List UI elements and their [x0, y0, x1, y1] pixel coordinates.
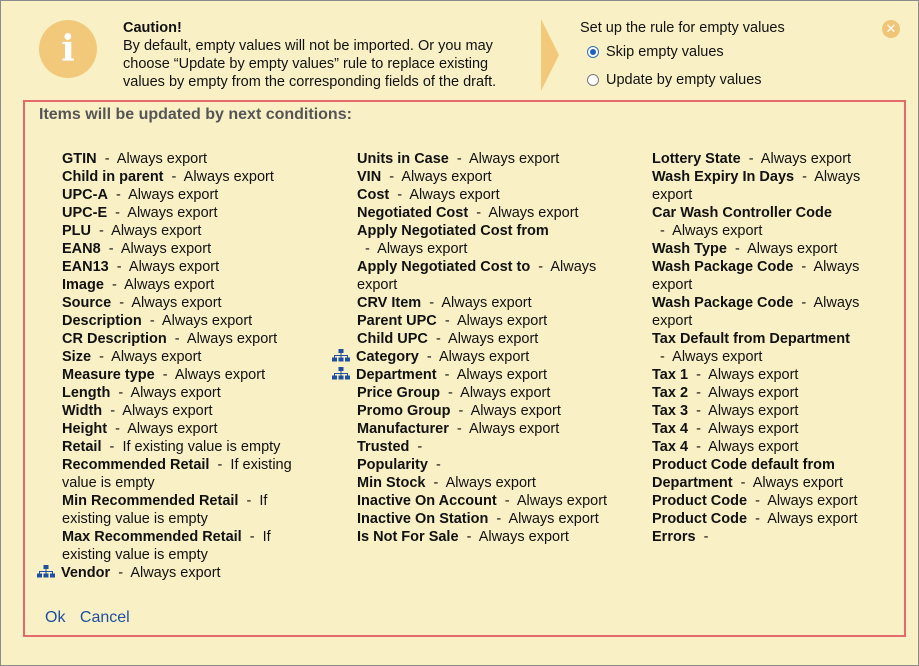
condition-item — [37, 456, 319, 492]
condition-rule: Always export — [767, 511, 858, 527]
condition-separator: - — [688, 385, 709, 401]
condition-field-name: Min Recommended Retail — [62, 493, 239, 509]
condition-item — [627, 150, 891, 168]
conditions-panel — [23, 100, 906, 637]
condition-separator: - — [421, 295, 442, 311]
condition-separator: - — [747, 493, 768, 509]
condition-field-name: Wash Expiry In Days — [652, 169, 795, 185]
condition-separator: - — [458, 529, 479, 545]
condition-field-name: Product Code — [652, 493, 748, 509]
condition-rule: Always export — [128, 259, 220, 275]
arrow-right-icon — [541, 19, 559, 91]
condition-item — [37, 366, 319, 384]
condition-separator: - — [418, 349, 440, 365]
condition-separator: - — [688, 403, 709, 419]
condition-item — [627, 204, 891, 240]
radio-skip-empty[interactable] — [580, 38, 860, 66]
condition-field-name: Parent UPC — [357, 313, 437, 329]
panel-title: Items will be updated by next conditions: — [39, 106, 352, 123]
condition-separator: - — [530, 259, 551, 275]
hierarchy-icon — [332, 349, 350, 362]
condition-rule: Always export — [470, 403, 561, 419]
condition-separator: - — [427, 331, 449, 347]
condition-item — [332, 384, 614, 402]
condition-item — [332, 294, 614, 312]
hierarchy-icon — [37, 565, 55, 578]
conditions-column-3 — [627, 150, 891, 546]
condition-item — [332, 168, 614, 186]
condition-item — [332, 258, 614, 294]
condition-separator: - — [450, 403, 471, 419]
condition-field-name: Product Code default from Department — [652, 457, 835, 491]
condition-item — [37, 222, 319, 240]
condition-separator: - — [91, 349, 112, 365]
condition-item — [37, 204, 319, 222]
condition-item — [332, 402, 614, 420]
condition-separator: - — [468, 205, 489, 221]
condition-rule: Always export — [760, 151, 852, 167]
condition-rule: Always export — [708, 385, 799, 401]
condition-separator: - — [409, 439, 431, 455]
condition-rule: Always export — [122, 403, 213, 419]
condition-separator: - — [496, 493, 517, 509]
condition-separator: - — [695, 529, 717, 545]
condition-field-name: Negotiated Cost — [357, 205, 469, 221]
condition-item — [37, 312, 319, 330]
condition-field-name: Image — [62, 277, 104, 293]
condition-rule: Always export — [357, 259, 597, 293]
condition-rule: Always export — [111, 349, 202, 365]
condition-item — [332, 366, 614, 384]
condition-rule: Always export — [708, 403, 799, 419]
condition-rule: Always export — [652, 259, 860, 293]
condition-separator: - — [101, 439, 123, 455]
condition-separator: - — [440, 385, 461, 401]
condition-field-name: Inactive On Station — [357, 511, 489, 527]
condition-field-name: Category — [356, 349, 419, 365]
condition-separator: - — [740, 151, 761, 167]
condition-rule: Always export — [516, 493, 608, 509]
condition-item — [37, 294, 319, 312]
condition-field-name: EAN13 — [62, 259, 109, 275]
condition-field-name: Width — [62, 403, 103, 419]
condition-field-name: Promo Group — [357, 403, 451, 419]
condition-rule: Always export — [124, 277, 215, 293]
condition-rule: Always export — [488, 205, 579, 221]
condition-field-name: Inactive On Account — [357, 493, 497, 509]
condition-field-name: Height — [62, 421, 108, 437]
condition-separator: - — [238, 493, 260, 509]
condition-field-name: Product Code — [652, 511, 748, 527]
condition-item — [37, 330, 319, 348]
condition-separator: - — [110, 565, 131, 581]
condition-item — [37, 564, 319, 582]
condition-field-name: Measure type — [62, 367, 155, 383]
condition-rule: If existing value is empty — [62, 457, 292, 491]
condition-item — [332, 330, 614, 348]
condition-field-name: Tax 4 — [652, 439, 689, 455]
condition-separator: - — [154, 367, 175, 383]
condition-separator: - — [103, 277, 125, 293]
condition-rule: If existing value is empty — [122, 439, 281, 455]
condition-rule: Always export — [767, 493, 858, 509]
caution-title: Caution! — [123, 20, 182, 36]
condition-rule: Always export — [469, 151, 560, 167]
condition-separator: - — [427, 457, 449, 473]
condition-field-name: Wash Type — [652, 241, 727, 257]
condition-field-name: Wash Package Code — [652, 295, 794, 311]
condition-rule: Always export — [478, 529, 569, 545]
condition-item — [37, 150, 319, 168]
condition-rule: Always export — [460, 385, 551, 401]
condition-field-name: Wash Package Code — [652, 259, 794, 275]
empty-values-rule — [580, 19, 860, 94]
condition-field-name: Length — [62, 385, 111, 401]
condition-item — [627, 456, 891, 492]
condition-item — [627, 168, 891, 204]
condition-separator: - — [688, 421, 709, 437]
condition-rule: Always export — [441, 295, 532, 311]
conditions-column-1 — [37, 150, 319, 582]
condition-item — [627, 366, 891, 384]
condition-separator: - — [688, 367, 709, 383]
condition-item — [627, 492, 891, 510]
condition-item — [332, 222, 614, 258]
condition-item — [627, 240, 891, 258]
condition-rule: Always export — [708, 439, 799, 455]
condition-field-name: Department — [356, 367, 437, 383]
condition-field-name: Popularity — [357, 457, 428, 473]
condition-field-name: Vendor — [61, 565, 111, 581]
condition-item — [627, 330, 891, 366]
cancel-button[interactable]: Cancel — [79, 609, 130, 626]
condition-rule: Always export — [752, 475, 843, 491]
condition-item — [37, 186, 319, 204]
condition-item — [37, 492, 319, 528]
condition-item — [332, 456, 614, 474]
condition-field-name: Max Recommended Retail — [62, 529, 242, 545]
condition-rule: If existing value is empty — [62, 493, 268, 527]
condition-item — [627, 438, 891, 456]
condition-separator: - — [107, 187, 129, 203]
condition-separator: - — [732, 475, 753, 491]
close-icon[interactable]: ✕ — [882, 20, 900, 38]
radio-button[interactable] — [587, 74, 599, 86]
condition-field-name: PLU — [62, 223, 91, 239]
condition-field-name: Size — [62, 349, 92, 365]
condition-item — [37, 438, 319, 456]
condition-separator: - — [652, 223, 673, 239]
condition-separator: - — [141, 313, 162, 329]
condition-field-name: UPC-E — [62, 205, 108, 221]
condition-rule: If existing value is empty — [62, 529, 271, 563]
condition-rule: Always export — [456, 313, 548, 329]
dialog-actions — [45, 609, 140, 627]
condition-field-name: Source — [62, 295, 112, 311]
condition-field-name: Min Stock — [357, 475, 426, 491]
condition-separator: - — [110, 385, 131, 401]
condition-field-name: Apply Negotiated Cost to — [357, 259, 531, 275]
condition-rule: Always export — [120, 241, 212, 257]
caution-body: By default, empty values will not be imported. Or you may choose “Update by empty values” rule to replace existing values by empty from the corresponding fields of the draft. — [123, 38, 497, 90]
condition-field-name: Price Group — [357, 385, 440, 401]
condition-item — [332, 474, 614, 492]
condition-item — [627, 528, 891, 546]
condition-separator: - — [652, 349, 673, 365]
condition-field-name: Child in parent — [62, 169, 164, 185]
condition-separator: - — [488, 511, 509, 527]
condition-rule: Always export — [130, 565, 221, 581]
condition-item — [37, 168, 319, 186]
condition-rule: Always export — [409, 187, 500, 203]
condition-separator: - — [100, 241, 121, 257]
condition-item — [37, 420, 319, 438]
condition-field-name: Description — [62, 313, 142, 329]
condition-item — [627, 510, 891, 528]
condition-item — [332, 186, 614, 204]
condition-rule: Always export — [708, 421, 799, 437]
condition-field-name: EAN8 — [62, 241, 101, 257]
condition-item — [627, 294, 891, 330]
condition-item — [37, 276, 319, 294]
condition-separator: - — [436, 367, 457, 383]
condition-rule: Always export — [672, 349, 763, 365]
condition-field-name: Is Not For Sale — [357, 529, 459, 545]
condition-rule: Always export — [128, 187, 219, 203]
condition-separator: - — [794, 169, 815, 185]
condition-rule: Always export — [747, 241, 838, 257]
condition-item — [627, 258, 891, 294]
condition-separator: - — [436, 313, 457, 329]
condition-separator: - — [91, 223, 112, 239]
condition-field-name: Tax 3 — [652, 403, 689, 419]
condition-rule: Always export — [652, 169, 861, 203]
condition-rule: Always export — [708, 367, 799, 383]
condition-separator: - — [448, 151, 470, 167]
condition-field-name: Tax 1 — [652, 367, 689, 383]
condition-item — [332, 492, 614, 510]
condition-field-name: Tax 4 — [652, 421, 689, 437]
condition-field-name: Recommended Retail — [62, 457, 210, 473]
condition-separator: - — [209, 457, 231, 473]
condition-rule: Always export — [456, 367, 547, 383]
condition-item — [37, 258, 319, 276]
condition-item — [332, 510, 614, 528]
condition-rule: Always export — [439, 349, 530, 365]
condition-rule: Always export — [127, 205, 218, 221]
hierarchy-icon — [332, 367, 350, 380]
condition-separator: - — [102, 403, 123, 419]
condition-field-name: Trusted — [357, 439, 410, 455]
ok-button[interactable]: Ok — [45, 609, 66, 626]
condition-separator: - — [726, 241, 748, 257]
condition-rule: Always export — [111, 223, 202, 239]
condition-rule: Always export — [448, 331, 539, 347]
condition-separator: - — [793, 259, 814, 275]
radio-label: Skip empty values — [606, 44, 724, 60]
condition-separator: - — [793, 295, 814, 311]
condition-rule: Always export — [445, 475, 536, 491]
condition-separator: - — [381, 169, 402, 185]
condition-field-name: Lottery State — [652, 151, 741, 167]
condition-item — [37, 402, 319, 420]
condition-rule: Always export — [131, 295, 222, 311]
condition-item — [332, 204, 614, 222]
condition-field-name: Car Wash Controller Code — [652, 205, 832, 221]
condition-item — [332, 528, 614, 546]
condition-field-name: Errors — [652, 529, 696, 545]
condition-field-name: Tax Default from Department — [652, 331, 850, 347]
radio-update-empty[interactable] — [580, 66, 860, 94]
rule-title: Set up the rule for empty values — [580, 20, 785, 36]
condition-field-name: UPC-A — [62, 187, 108, 203]
condition-rule: Always export — [469, 421, 560, 437]
condition-separator: - — [241, 529, 263, 545]
caution-message — [123, 19, 523, 91]
condition-rule: Always export — [130, 385, 221, 401]
conditions-column-2 — [332, 150, 614, 546]
condition-separator: - — [108, 259, 129, 275]
condition-separator: - — [111, 295, 132, 311]
condition-rule: Always export — [186, 331, 278, 347]
condition-rule: Always export — [401, 169, 492, 185]
condition-item — [37, 384, 319, 402]
condition-rule: Always export — [116, 151, 208, 167]
condition-field-name: Units in Case — [357, 151, 449, 167]
condition-field-name: Tax 2 — [652, 385, 689, 401]
condition-field-name: CR Description — [62, 331, 167, 347]
condition-separator: - — [107, 421, 128, 437]
condition-item — [332, 438, 614, 456]
condition-rule: Always export — [652, 295, 860, 329]
condition-separator: - — [448, 421, 470, 437]
condition-rule: Always export — [377, 241, 468, 257]
condition-rule: Always export — [174, 367, 266, 383]
condition-field-name: Manufacturer — [357, 421, 449, 437]
condition-rule: Always export — [127, 421, 218, 437]
condition-item — [332, 150, 614, 168]
condition-item — [37, 528, 319, 564]
condition-rule: Always export — [183, 169, 274, 185]
condition-separator: - — [425, 475, 446, 491]
condition-field-name: GTIN — [62, 151, 97, 167]
condition-item — [627, 384, 891, 402]
condition-field-name: Cost — [357, 187, 390, 203]
condition-separator: - — [357, 241, 378, 257]
condition-field-name: VIN — [357, 169, 382, 185]
condition-rule: Always export — [508, 511, 599, 527]
condition-rule: Always export — [672, 223, 763, 239]
condition-separator: - — [166, 331, 187, 347]
condition-item — [37, 348, 319, 366]
condition-separator: - — [688, 439, 709, 455]
condition-item — [332, 348, 614, 366]
condition-item — [332, 420, 614, 438]
condition-separator: - — [96, 151, 117, 167]
condition-separator: - — [163, 169, 184, 185]
condition-item — [332, 312, 614, 330]
condition-rule: Always export — [161, 313, 253, 329]
condition-separator: - — [747, 511, 768, 527]
condition-field-name: Child UPC — [357, 331, 428, 347]
info-icon: i — [39, 20, 97, 78]
condition-item — [627, 402, 891, 420]
condition-item — [37, 240, 319, 258]
condition-field-name: CRV Item — [357, 295, 422, 311]
condition-separator: - — [389, 187, 410, 203]
radio-label: Update by empty values — [606, 72, 762, 88]
condition-field-name: Apply Negotiated Cost from — [357, 223, 549, 239]
condition-separator: - — [107, 205, 128, 221]
radio-button[interactable] — [587, 46, 599, 58]
condition-field-name: Retail — [62, 439, 102, 455]
condition-item — [627, 420, 891, 438]
